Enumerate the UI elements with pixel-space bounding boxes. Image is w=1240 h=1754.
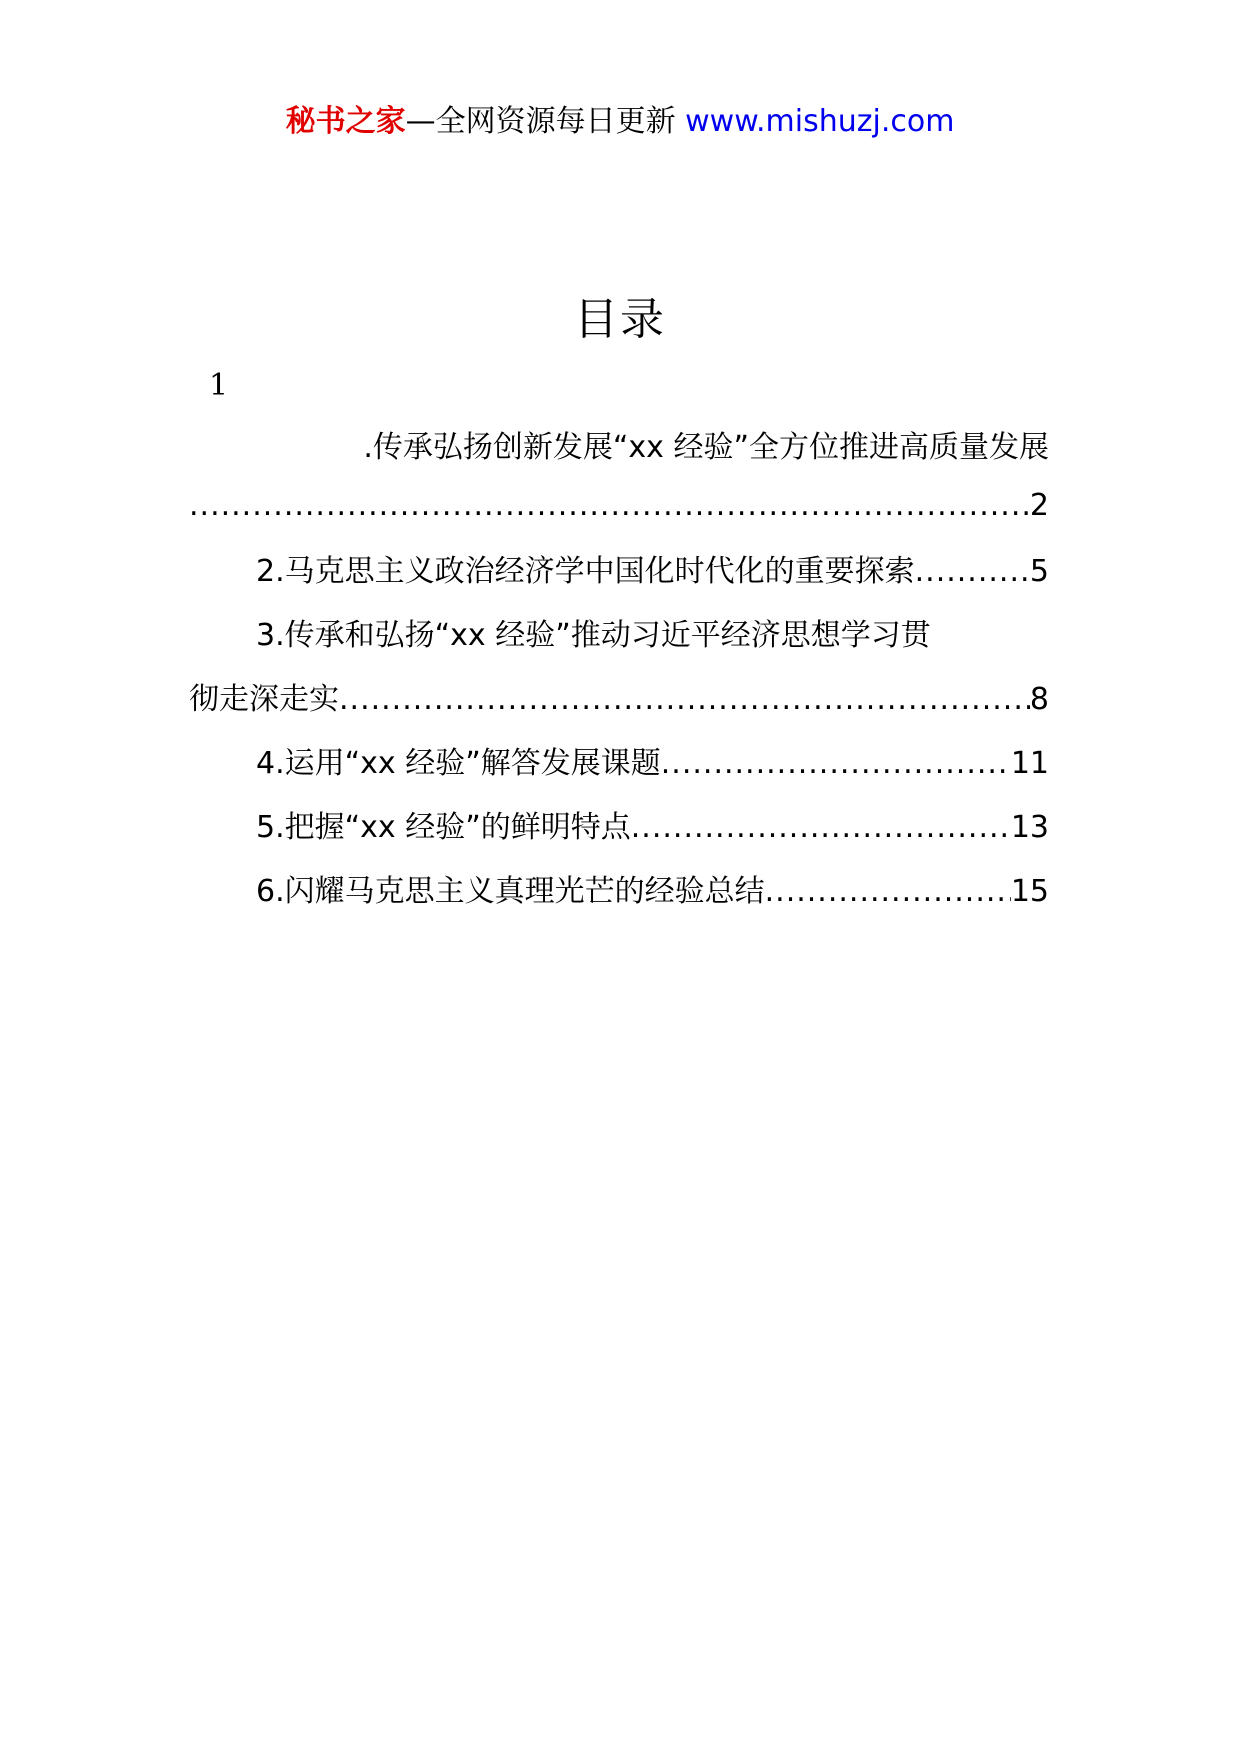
- toc-title: 目录: [574, 294, 666, 345]
- toc-entry-2-text: 2.马克思主义政治经济学中国化时代化的重要探索: [256, 554, 915, 589]
- toc-entry-6-leader: [765, 868, 1011, 916]
- toc-entry-3-continuation[interactable]: [189, 676, 1049, 724]
- toc-entry-4[interactable]: [189, 740, 1049, 788]
- toc-entry-5[interactable]: [189, 804, 1049, 852]
- toc-entry-6[interactable]: [189, 868, 1049, 916]
- toc-entry-2-page: 5: [1029, 554, 1049, 589]
- toc-entry-3-title[interactable]: [189, 612, 1049, 660]
- toc-entry-2-leader: [915, 548, 1030, 596]
- site-header: [0, 100, 1240, 144]
- toc-entry-5-leader: [631, 804, 1011, 852]
- toc-entry-4-text: 4.运用“xx 经验”解答发展课题: [256, 746, 661, 781]
- header-url-link[interactable]: www.mishuzj.com: [685, 104, 955, 139]
- toc-entry-6-page: 15: [1010, 874, 1049, 909]
- toc-entry-2[interactable]: [189, 548, 1049, 596]
- header-tagline: —全网资源每日更新: [405, 104, 686, 139]
- toc-entry-1-leader: [189, 482, 1030, 530]
- toc-entry-5-text: 5.把握“xx 经验”的鲜明特点: [256, 810, 631, 845]
- toc-entry-1-text: .传承弘扬创新发展“xx 经验”全方位推进高质量发展: [363, 430, 1049, 465]
- toc-entry-3-text: 3.传承和弘扬“xx 经验”推动习近平经济思想学习贯: [256, 618, 931, 653]
- toc-entry-3-page: 8: [1029, 682, 1049, 717]
- toc-entry-6-text: 6.闪耀马克思主义真理光芒的经验总结: [256, 874, 765, 909]
- toc-entry-4-leader: [661, 740, 1011, 788]
- toc-entry-5-page: 13: [1010, 810, 1049, 845]
- toc-entry-3-text-cont: 彻走深走实: [189, 682, 339, 717]
- brand-name: 秘书之家: [285, 104, 406, 139]
- toc-entry-1-number: 1: [209, 368, 229, 403]
- toc-entry-1-page: 2: [1029, 488, 1049, 523]
- toc-entry-3-leader: [339, 676, 1030, 724]
- toc-entry-4-page: 11: [1010, 746, 1049, 781]
- toc-entry-1-title[interactable]: [189, 424, 1049, 472]
- toc-entry-1-leader-line[interactable]: [189, 482, 1049, 530]
